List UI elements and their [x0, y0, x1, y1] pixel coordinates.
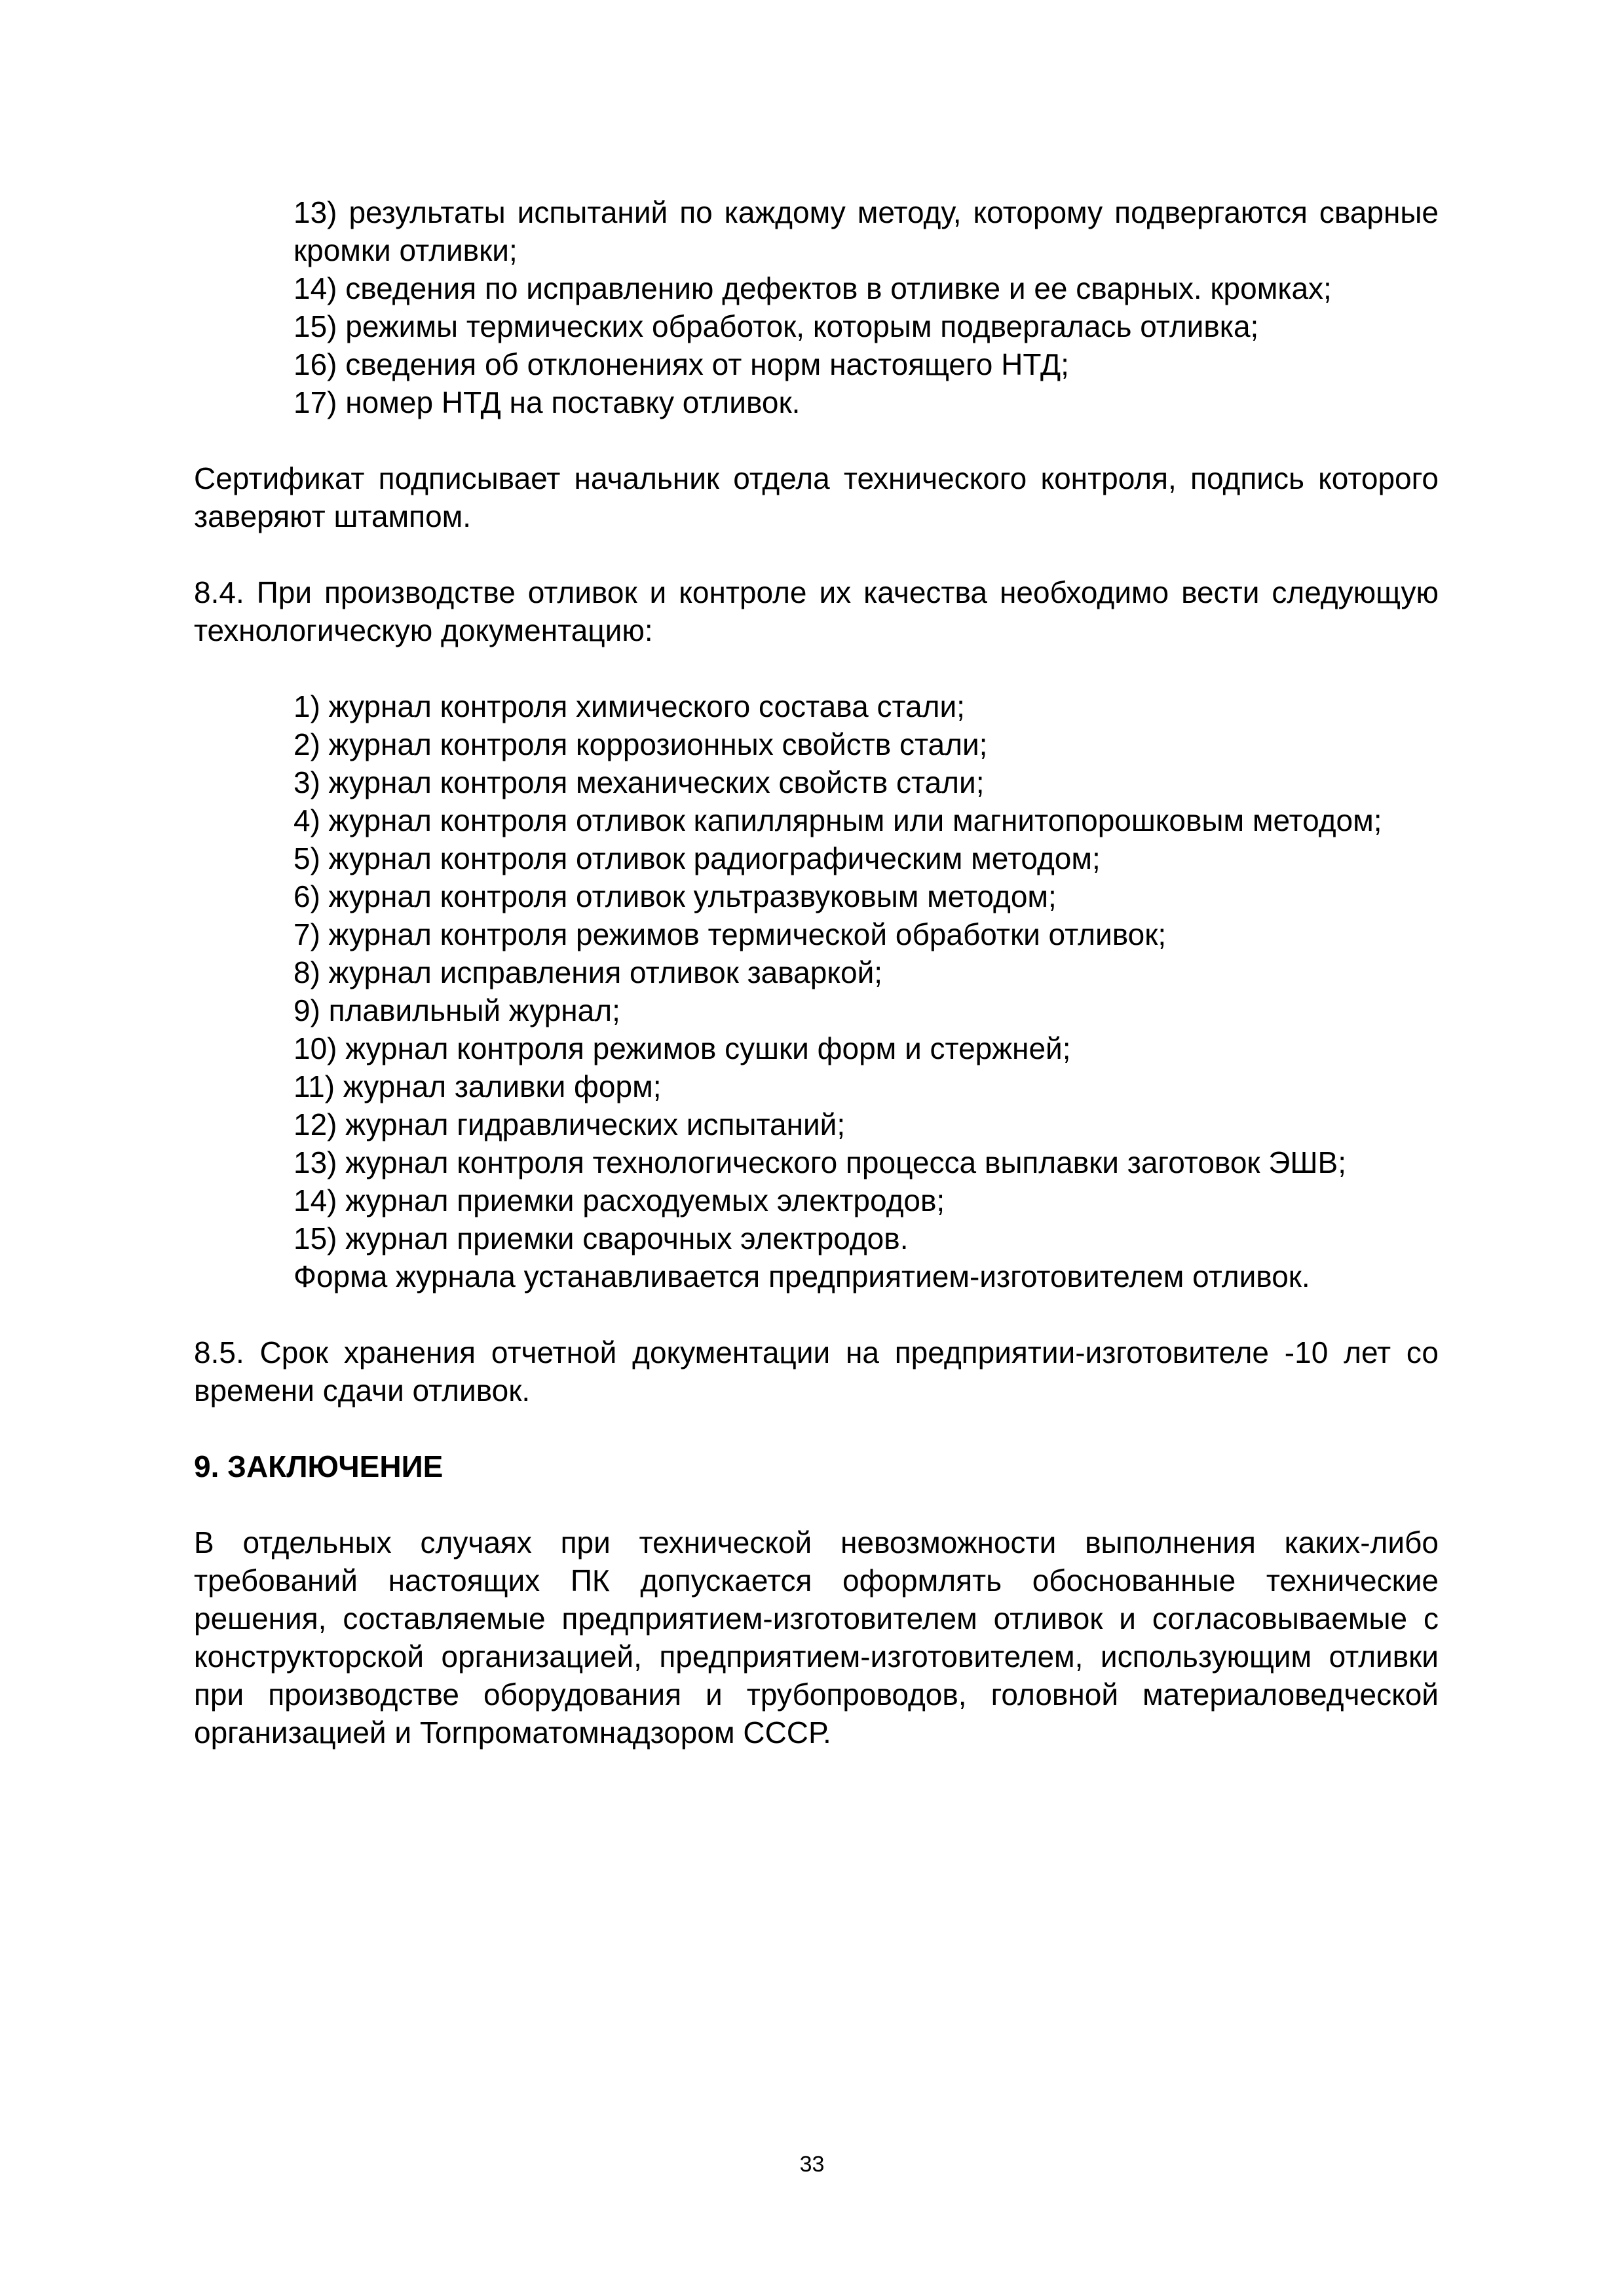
list-item: 15) режимы термических обработок, которым подвергалась отливка; [293, 309, 1259, 343]
list-item: 9) плавильный журнал; [293, 993, 620, 1027]
list-item: 3) журнал контроля механических свойств стали; [293, 765, 985, 799]
paragraph-8-4: 8.4. При производстве отливок и контроле их качества необходимо вести следующую технологическую документацию: [194, 575, 1439, 647]
list-item: 5) журнал контроля отливок радиографическим методом; [293, 841, 1101, 875]
list-item: 17) номер НТД на поставку отливок. [293, 385, 801, 419]
list-item: 13) журнал контроля технологического процесса выплавки заготовок ЭШВ; [293, 1145, 1346, 1179]
list-item: 4) журнал контроля отливок капиллярным или магнитопорошковым методом; [293, 803, 1382, 837]
list-item: Форма журнала устанавливается предприятием-изготовителем отливок. [293, 1259, 1310, 1293]
list-item: 14) журнал приемки расходуемых электродов; [293, 1183, 945, 1217]
documentation-list [194, 687, 1439, 1295]
list-item: 13) результаты испытаний по каждому методу, которому подвергаются сварные кромки отливки; [293, 195, 1439, 267]
section-heading: 9. ЗАКЛЮЧЕНИЕ [194, 1449, 444, 1483]
page-number: 33 [799, 2152, 825, 2177]
list-item: 1) журнал контроля химического состава стали; [293, 689, 965, 723]
list-item: 16) сведения об отклонениях от норм настоящего НТД; [293, 347, 1069, 381]
list-item: 12) журнал гидравлических испытаний; [293, 1107, 846, 1141]
list-item: 11) журнал заливки форм; [293, 1069, 662, 1103]
list-item: 8) журнал исправления отливок заваркой; [293, 955, 883, 989]
list-item: 14) сведения по исправлению дефектов в отливке и ее сварных. кромках; [293, 271, 1332, 305]
paragraph-8-5: 8.5. Срок хранения отчетной документации на предприятии-изготовителе -10 лет со времени сдачи отливок. [194, 1335, 1439, 1407]
spacer [194, 1409, 1439, 1447]
list-item: 15) журнал приемки сварочных электродов. [293, 1221, 909, 1255]
spacer [194, 649, 1439, 687]
paragraph-certificate-signature: Сертификат подписывает начальник отдела технического контроля, подпись которого заверяют штампом. [194, 461, 1439, 533]
spacer [194, 421, 1439, 459]
list-item: 7) журнал контроля режимов термической обработки отливок; [293, 917, 1167, 951]
spacer [194, 535, 1439, 573]
paragraph-conclusion: В отдельных случаях при технической невозможности выполнения каких-либо требований настоящих ПК допускается оформлять обоснованные технические решения, составляемые предприятием-изготовителем отливок и согласовываемые с конструкторской организацией, предприятием-изготовителем, использующим отливки при производстве оборудования и трубопроводов, головной материаловедческой организацией и Torпроматомнадзором СССР. [194, 1525, 1439, 1750]
list-item: 2) журнал контроля коррозионных свойств стали; [293, 727, 988, 761]
spacer [194, 1485, 1439, 1523]
page-content [194, 193, 1439, 1751]
list-item: 6) журнал контроля отливок ультразвуковым методом; [293, 879, 1057, 913]
certificate-contents-list [194, 193, 1439, 421]
list-item: 10) журнал контроля режимов сушки форм и стержней; [293, 1031, 1071, 1065]
spacer [194, 1295, 1439, 1333]
